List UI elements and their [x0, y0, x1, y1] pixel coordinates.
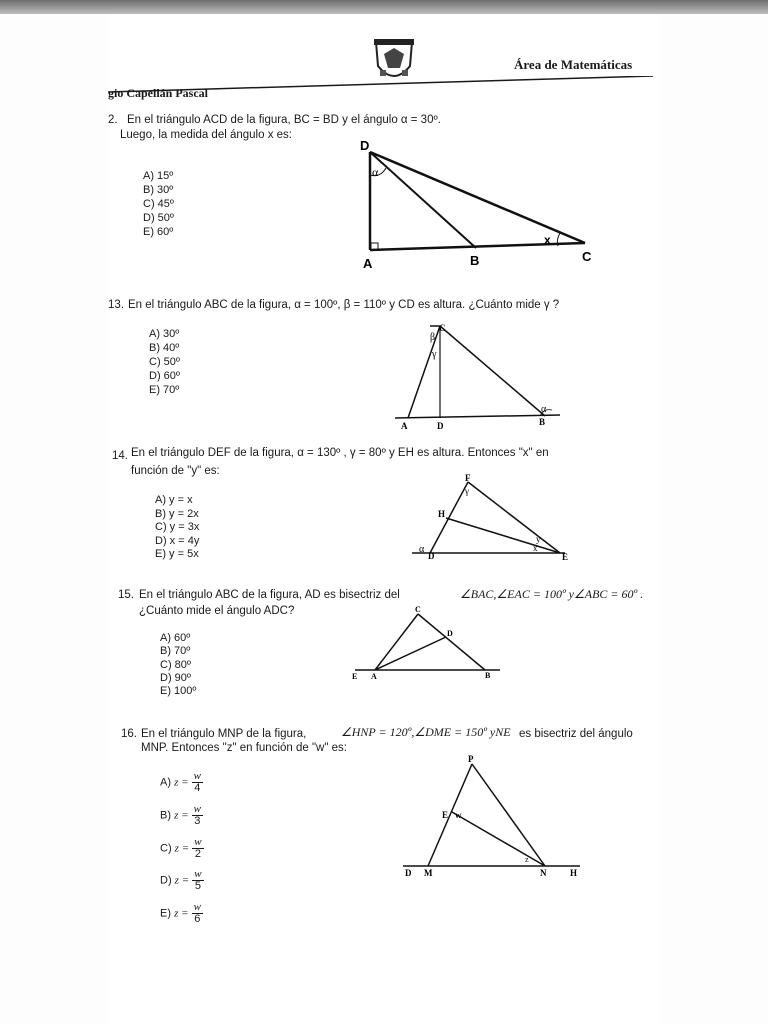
q15-text-line2: ¿Cuánto mide el ángulo ADC? [139, 605, 295, 617]
q13-label-alpha: α [541, 404, 547, 415]
q13-option-d: D) 60º [149, 370, 180, 382]
q16-option-b-label: B) [160, 809, 171, 822]
q14-label-gamma: γ [465, 486, 469, 496]
q14-label-y: y [536, 534, 541, 544]
q16-label-p: P [468, 754, 474, 764]
q16-option-a-lhs: z = [174, 776, 189, 789]
q2-option-c: C) 45º [143, 198, 174, 210]
q14-option-e: E) y = 5x [155, 548, 199, 560]
q16-option-e-label: E) [160, 907, 171, 920]
q13-option-b: B) 40º [149, 342, 180, 354]
q2-text-line2: Luego, la medida del ángulo x es: [120, 129, 292, 141]
q16-option-b-fraction [192, 804, 203, 827]
q16-text-line2: MNP. Entonces "z" en función de "w" es: [141, 742, 347, 754]
q16-label-h: H [570, 868, 578, 878]
q14-option-b: B) y = 2x [155, 508, 199, 520]
q16-figure [400, 752, 585, 882]
q16-option-d-lhs: z = [174, 874, 190, 887]
q2-option-b: B) 30º [143, 184, 174, 196]
q2-number: 2. [108, 114, 118, 126]
q16-option-c-num: w [194, 836, 202, 848]
q16-text-line1a: En el triángulo MNP de la figura, [141, 728, 307, 740]
q16-label-w: w [455, 810, 462, 820]
q16-option-e-fraction [192, 902, 203, 925]
q16-option-a-den: 4 [194, 782, 201, 794]
q16-option-d-fraction [192, 869, 203, 892]
q2-label-x: x [544, 233, 551, 247]
q2-figure [355, 132, 605, 272]
q15-option-d: D) 90º [160, 672, 191, 684]
q2-label-d: D [360, 138, 370, 153]
q14-figure [408, 470, 573, 565]
q14-option-d: D) x = 4y [155, 535, 200, 547]
q16-option-b-num: w [193, 803, 201, 815]
top-dark-edge [0, 0, 768, 14]
q16-option-c-lhs: z = [174, 842, 190, 855]
q15-figure [348, 603, 508, 681]
q16-option-b [160, 804, 203, 827]
q14-label-x: x [533, 543, 538, 553]
q13-label-c: C [439, 323, 446, 333]
q16-text-line1c: es bisectriz del ángulo [519, 728, 633, 740]
q13-figure [390, 318, 565, 433]
q16-label-e: E [442, 810, 449, 820]
q14-label-f: F [465, 473, 471, 483]
q15-text-line1b: ∠BAC,∠EAC = 100º y∠ABC = 60º . [460, 587, 644, 601]
area-title: Área de Matemáticas [514, 57, 633, 72]
q2-option-e: E) 60º [143, 226, 174, 238]
q15-option-b: B) 70º [160, 645, 191, 657]
q2-label-b: B [470, 253, 480, 268]
q16-option-a-num: w [193, 770, 201, 782]
q13-option-a: A) 30º [149, 328, 180, 340]
q14-label-e: E [562, 552, 569, 562]
q16-option-c-label: C) [160, 842, 172, 855]
q14-number: 14. [112, 450, 128, 462]
q16-text-line1b: ∠HNP = 120º,∠DME = 150º yNE [341, 725, 511, 739]
q15-option-e: E) 100º [160, 685, 197, 697]
q14-label-h: H [438, 509, 446, 519]
q15-label-a: A [371, 672, 377, 681]
q16-option-d-num: w [194, 868, 202, 880]
q16-option-c-den: 2 [194, 848, 201, 860]
q13-label-b: B [539, 417, 546, 427]
q13-label-d: D [437, 421, 444, 431]
q16-number: 16. [121, 728, 137, 740]
q16-option-b-lhs: z = [174, 809, 189, 822]
q16-option-d [160, 869, 204, 892]
q16-option-d-den: 5 [194, 880, 201, 892]
q16-option-e-den: 6 [194, 913, 201, 925]
q16-option-e-num: w [193, 901, 201, 913]
q15-option-a: A) 60º [160, 632, 191, 644]
q13-option-e: E) 70º [149, 384, 180, 396]
q13-label-a: A [401, 421, 408, 431]
q15-label-d: D [447, 629, 453, 638]
q16-option-e [160, 902, 203, 925]
q16-option-a-label: A) [160, 776, 171, 789]
q16-label-n: N [540, 868, 547, 878]
q16-option-e-lhs: z = [174, 907, 189, 920]
q16-option-c-fraction [192, 837, 203, 860]
q16-option-b-den: 3 [194, 815, 201, 827]
q2-label-alpha: α [372, 165, 379, 179]
q16-option-a-fraction [192, 771, 203, 794]
school-name: gio Capellán Pascal [108, 86, 209, 100]
q2-label-c: C [582, 249, 592, 264]
q13-label-beta: β [430, 332, 436, 343]
q15-label-b: B [485, 671, 491, 680]
q14-option-c: C) y = 3x [155, 521, 200, 533]
q16-label-d: D [405, 868, 412, 878]
q14-label-alpha: α [419, 544, 425, 555]
q14-text-line1: En el triángulo DEF de la figura, α = 130º , γ = 80º y EH es altura. Entonces "x" en [131, 447, 549, 459]
q13-label-gamma: γ [432, 349, 437, 360]
q14-label-d: D [428, 551, 435, 561]
q2-text-line1: En el triángulo ACD de la figura, BC = BD y el ángulo α = 30º. [127, 114, 441, 126]
q16-option-c [160, 837, 204, 860]
q14-text-line2: función de "y" es: [131, 465, 220, 477]
q16-option-a [160, 771, 203, 794]
q15-option-c: C) 80º [160, 659, 191, 671]
q13-text-line1: En el triángulo ABC de la figura, α = 100º, β = 110º y CD es altura. ¿Cuánto mide γ ? [128, 299, 560, 311]
q14-option-a: A) y = x [155, 494, 193, 506]
q13-option-c: C) 50º [149, 356, 180, 368]
q15-label-e: E [352, 672, 358, 681]
q16-label-m: M [424, 868, 433, 878]
q16-label-z: z [525, 855, 529, 864]
q16-option-d-label: D) [160, 874, 172, 887]
q15-label-c: C [415, 605, 421, 614]
q2-option-d: D) 50º [143, 212, 174, 224]
q15-text-line1a: En el triángulo ABC de la figura, AD es bisectriz del [139, 589, 400, 601]
q13-number: 13. [108, 299, 124, 311]
q2-label-a: A [363, 256, 373, 271]
q2-option-a: A) 15º [143, 170, 174, 182]
q15-number: 15. [118, 589, 134, 601]
